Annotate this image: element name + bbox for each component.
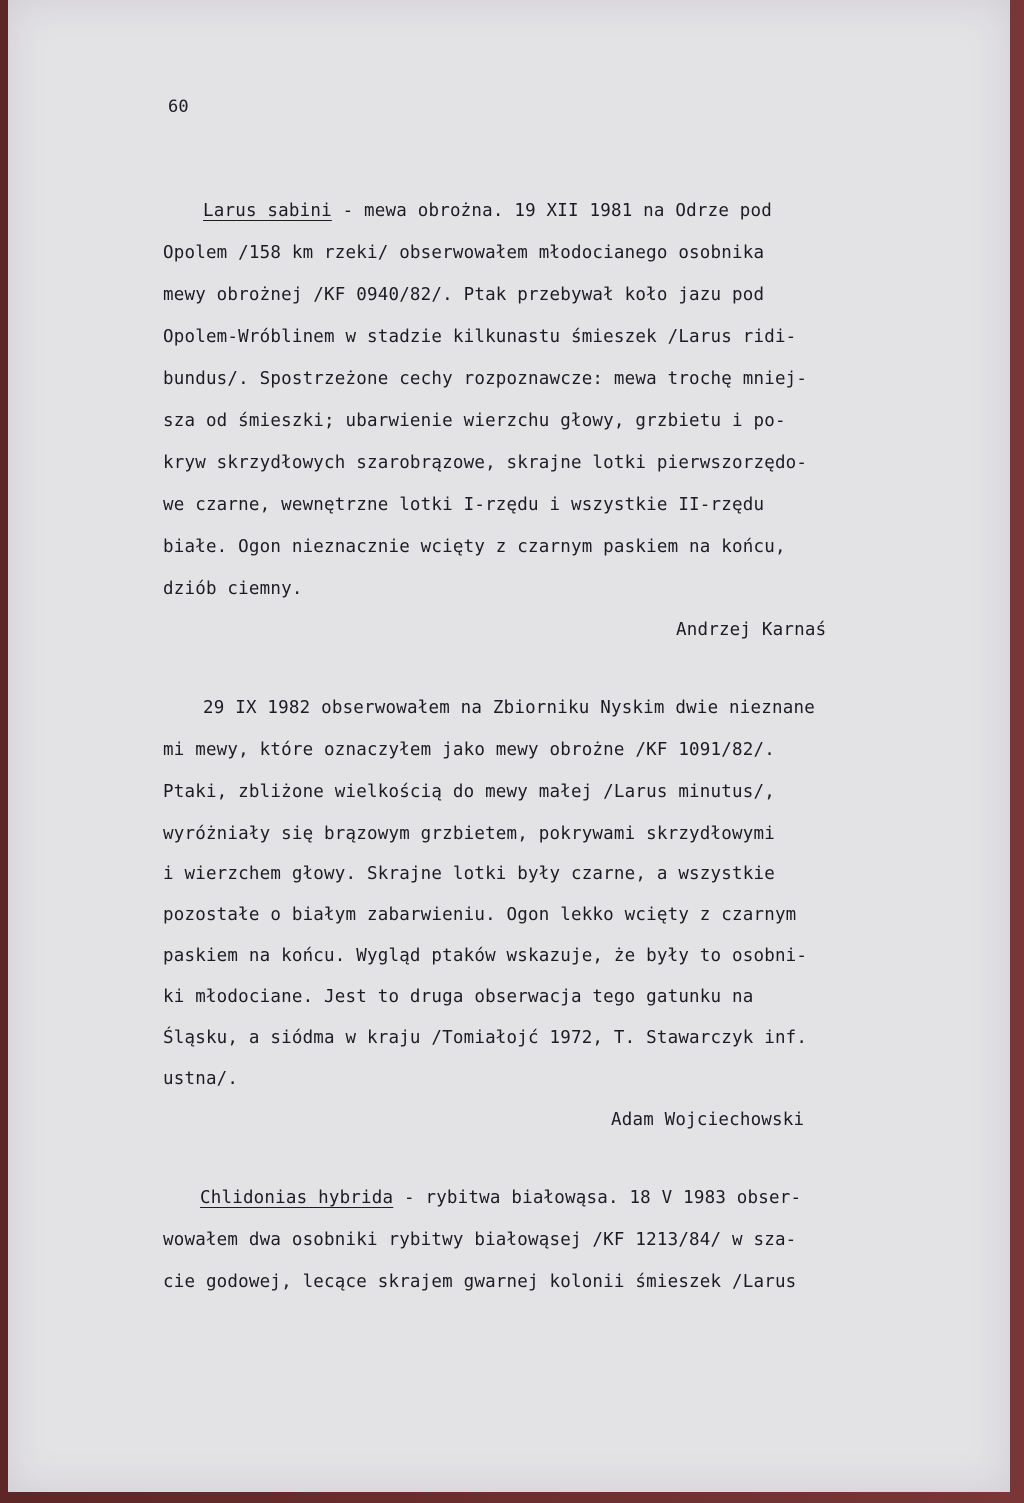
paragraph-line: mewy obrożnej /KF 0940/82/. Ptak przebywał koło jazu pod (163, 285, 765, 305)
paragraph-line: sza od śmieszki; ubarwienie wierzchu głowy, grzbietu i po- (163, 411, 786, 431)
paragraph-line: bundus/. Spostrzeżone cechy rozpoznawcze: mewa trochę mniej- (163, 369, 808, 389)
paragraph-line: we czarne, wewnętrzne lotki I-rzędu i wszystkie II-rzędu (163, 495, 765, 515)
paragraph-line: Śląsku, a siódma w kraju /Tomiałojć 1972, T. Stawarczyk inf. (163, 1028, 808, 1048)
paragraph-line: Opolem-Wróblinem w stadzie kilkunastu śmieszek /Larus ridi- (163, 327, 797, 347)
paragraph-line: - mewa obrożna. 19 XII 1981 na Odrze pod (331, 201, 773, 221)
paragraph-line: paskiem na końcu. Wygląd ptaków wskazuje, że były to osobni- (163, 946, 808, 966)
paragraph-line: wowałem dwa osobniki rybitwy białowąsej /KF 1213/84/ w sza- (163, 1230, 797, 1250)
paragraph-line: wyróżniały się brązowym grzbietem, pokrywami skrzydłowymi (163, 824, 775, 844)
paragraph-line: ki młodociane. Jest to druga obserwacja tego gatunku na (163, 987, 754, 1007)
paragraph-line: Ptaki, zbliżone wielkością do mewy małej /Larus minutus/, (163, 782, 775, 802)
paragraph-line: ustna/. (163, 1069, 239, 1089)
paragraph-line: mi mewy, które oznaczyłem jako mewy obrożne /KF 1091/82/. (163, 740, 775, 760)
author-signature: Adam Wojciechowski (611, 1110, 805, 1130)
species-name-larus-sabini: Larus sabini (203, 201, 332, 221)
species-name-chlidonias-hybrida: Chlidonias hybrida (200, 1188, 394, 1208)
section-3-first-line (200, 1188, 801, 1208)
paragraph-line: białe. Ogon nieznacznie wcięty z czarnym paskiem na końcu, (163, 537, 786, 557)
paragraph-line: cie godowej, lecące skrajem gwarnej kolonii śmieszek /Larus (163, 1272, 797, 1292)
paragraph-line: pozostałe o białym zabarwieniu. Ogon lekko wcięty z czarnym (163, 905, 797, 925)
page-number: 60 (168, 97, 189, 117)
paragraph-line: - rybitwa białowąsa. 18 V 1983 obser- (393, 1188, 802, 1208)
author-signature: Andrzej Karnaś (676, 620, 827, 640)
paragraph-line: kryw skrzydłowych szarobrązowe, skrajne lotki pierwszorzędo- (163, 453, 808, 473)
paragraph-line: dziób ciemny. (163, 579, 303, 599)
paragraph-line: Opolem /158 km rzeki/ obserwowałem młodocianego osobnika (163, 243, 765, 263)
section-1-first-line (203, 201, 772, 221)
document-page (8, 0, 1010, 1492)
paragraph-line: 29 IX 1982 obserwowałem na Zbiorniku Nyskim dwie nieznane (203, 698, 815, 718)
paragraph-line: i wierzchem głowy. Skrajne lotki były czarne, a wszystkie (163, 864, 775, 884)
